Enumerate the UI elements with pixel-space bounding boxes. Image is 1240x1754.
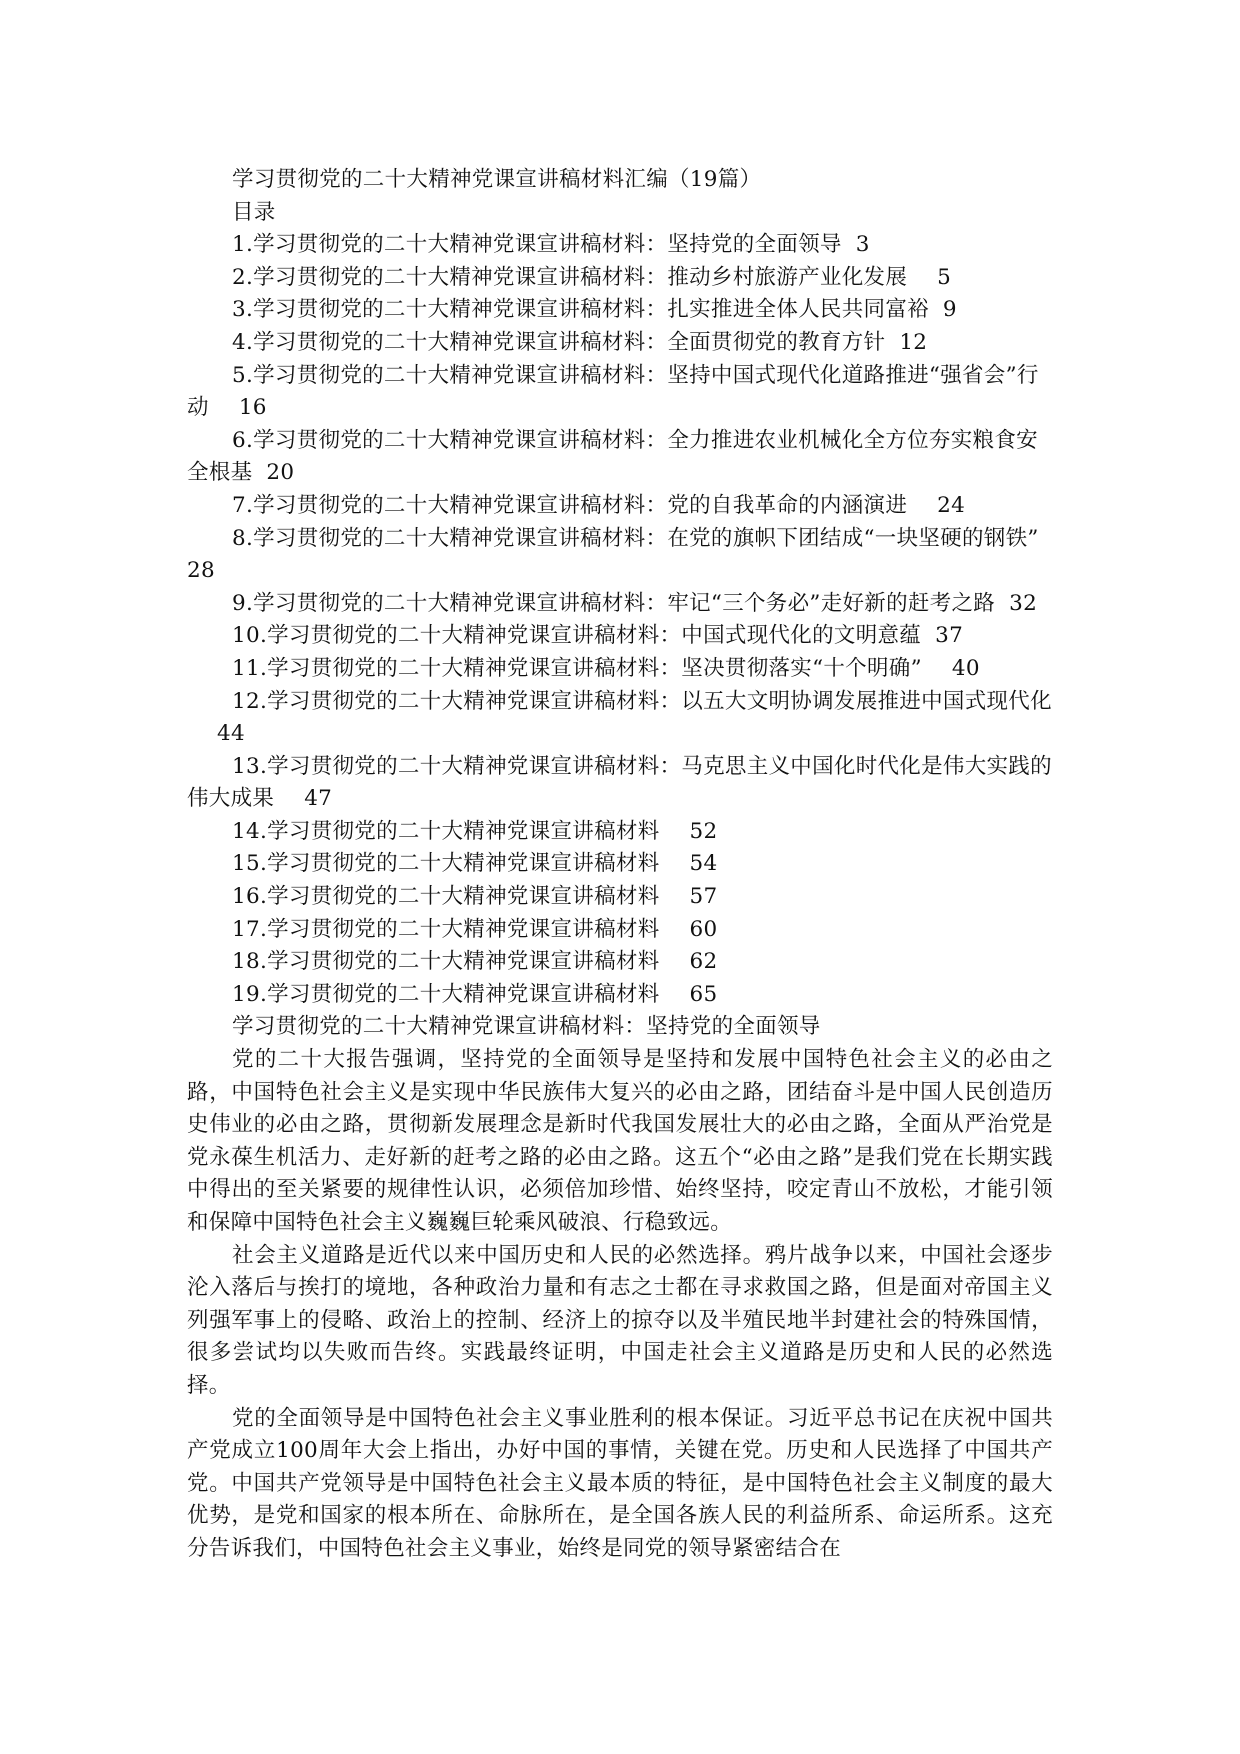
toc-item-page: 37: [935, 623, 964, 649]
toc-item-label: 8.学习贯彻党的二十大精神党课宣讲稿材料：在党的旗帜下团结成“一块坚硬的钢铁”: [232, 525, 1039, 551]
toc-heading: 目录: [232, 199, 276, 225]
body-paragraph: 党的全面领导是中国特色社会主义事业胜利的根本保证。习近平总书记在庆祝中国共产党成立100周年大会上指出，办好中国的事情，关键在党。历史和人民选择了中国共产党。中国共产党领导是中国特色社会主义最本质的特征，是中国特色社会主义制度的最大优势，是党和国家的根本所在、命脉所在，是全国各族人民的利益所系、命运所系。这充分告诉我们，中国特色社会主义事业，始终是同党的领导紧密结合在: [187, 1405, 1053, 1561]
toc-item-label: 16.学习贯彻党的二十大精神党课宣讲稿材料: [232, 884, 660, 910]
toc-item-label: 3.学习贯彻党的二十大精神党课宣讲稿材料：扎实推进全体人民共同富裕: [232, 297, 929, 323]
toc-item-page: 65: [689, 981, 718, 1007]
toc-item-label: 18.学习贯彻党的二十大精神党课宣讲稿材料: [232, 949, 660, 975]
toc-item-page: 60: [689, 916, 718, 942]
toc-item-page: 12: [899, 329, 928, 355]
body-paragraph: 党的二十大报告强调，坚持党的全面领导是坚持和发展中国特色社会主义的必由之路，中国特色社会主义是实现中华民族伟大复兴的必由之路，团结奋斗是中国人民创造历史伟业的必由之路，贯彻新发展理念是新时代我国发展壮大的必由之路，全面从严治党是党永葆生机活力、走好新的赶考之路的必由之路。这五个“必由之路”是我们党在长期实践中得出的至关紧要的规律性认识，必须倍加珍惜、始终坚持，咬定青山不放松，才能引领和保障中国特色社会主义巍巍巨轮乘风破浪、行稳致远。: [187, 1047, 1053, 1235]
document-title: 学习贯彻党的二十大精神党课宣讲稿材料汇编（19篇）: [232, 167, 762, 192]
toc-item-label: 5.学习贯彻党的二十大精神党课宣讲稿材料：坚持中国式现代化道路推进“强省会”行动: [187, 362, 1039, 421]
toc-item-page: 28: [187, 558, 215, 584]
toc-item-label: 15.学习贯彻党的二十大精神党课宣讲稿材料: [232, 851, 660, 877]
toc-item: [187, 490, 1053, 523]
toc-item-label: 2.学习贯彻党的二十大精神党课宣讲稿材料：推动乡村旅游产业化发展: [232, 264, 908, 290]
toc-item-label: 11.学习贯彻党的二十大精神党课宣讲稿材料：坚决贯彻落实“十个明确”: [232, 655, 922, 681]
toc-item-label: 10.学习贯彻党的二十大精神党课宣讲稿材料：中国式现代化的文明意蕴: [232, 623, 922, 649]
toc-item-page: 40: [951, 655, 980, 681]
toc-item-page: 20: [266, 460, 295, 486]
toc-item: [187, 229, 1053, 262]
toc-item: [187, 360, 1053, 425]
toc-item-page: 24: [937, 492, 966, 518]
toc-item-page: 52: [689, 818, 718, 844]
toc-item: [187, 294, 1053, 327]
toc-item: [187, 686, 1053, 751]
toc-item-label: 17.学习贯彻党的二十大精神党课宣讲稿材料: [232, 916, 660, 942]
toc-item-label: 12.学习贯彻党的二十大精神党课宣讲稿材料：以五大文明协调发展推进中国式现代化: [232, 688, 1052, 714]
toc-item: [187, 620, 1053, 653]
toc-item-label: 13.学习贯彻党的二十大精神党课宣讲稿材料：马克思主义中国化时代化是伟大实践的伟大成果: [187, 753, 1052, 812]
toc-item: [187, 979, 1053, 1012]
toc-item-page: 9: [942, 297, 957, 323]
toc-item-label: 1.学习贯彻党的二十大精神党课宣讲稿材料：坚持党的全面领导: [232, 232, 842, 258]
toc-item: [187, 848, 1053, 881]
toc-item-page: 47: [304, 786, 333, 812]
toc-item-page: 57: [689, 884, 718, 910]
section-title: 学习贯彻党的二十大精神党课宣讲稿材料：坚持党的全面领导: [232, 1014, 821, 1040]
toc-item-label: 9.学习贯彻党的二十大精神党课宣讲稿材料：牢记“三个务必”走好新的赶考之路: [232, 590, 996, 616]
toc-item-label: 6.学习贯彻党的二十大精神党课宣讲稿材料：全力推进农业机械化全方位夯实粮食安全根基: [187, 427, 1038, 486]
toc-item: [187, 425, 1053, 490]
toc-item: [187, 262, 1053, 295]
toc-item-page: 62: [689, 949, 718, 975]
toc-item: [187, 653, 1053, 686]
table-of-contents: [187, 229, 1053, 1011]
toc-item-page: 16: [238, 395, 267, 421]
body-paragraph: 社会主义道路是近代以来中国历史和人民的必然选择。鸦片战争以来，中国社会逐步沦入落后与挨打的境地，各种政治力量和有志之士都在寻求救国之路，但是面对帝国主义列强军事上的侵略、政治上的控制、经济上的掠夺以及半殖民地半封建社会的特殊国情，很多尝试均以失败而告终。实践最终证明，中国走社会主义道路是历史和人民的必然选择。: [187, 1242, 1053, 1398]
toc-item: [187, 914, 1053, 947]
toc-item: [187, 946, 1053, 979]
toc-item-label: 14.学习贯彻党的二十大精神党课宣讲稿材料: [232, 818, 660, 844]
toc-item: [187, 816, 1053, 849]
document-body: [187, 164, 1053, 1566]
toc-item-page: 3: [855, 232, 870, 258]
toc-item-label: 4.学习贯彻党的二十大精神党课宣讲稿材料：全面贯彻党的教育方针: [232, 329, 886, 355]
toc-item-label: 7.学习贯彻党的二十大精神党课宣讲稿材料：党的自我革命的内涵演进: [232, 492, 908, 518]
toc-item: [187, 523, 1053, 588]
toc-item-page: 54: [689, 851, 718, 877]
toc-item: [187, 751, 1053, 816]
toc-item: [187, 588, 1053, 621]
toc-item-label: 19.学习贯彻党的二十大精神党课宣讲稿材料: [232, 981, 660, 1007]
toc-item: [187, 327, 1053, 360]
toc-item-page: 44: [217, 721, 245, 747]
toc-item-page: 32: [1009, 590, 1038, 616]
toc-item: [187, 881, 1053, 914]
toc-item-page: 5: [937, 264, 952, 290]
